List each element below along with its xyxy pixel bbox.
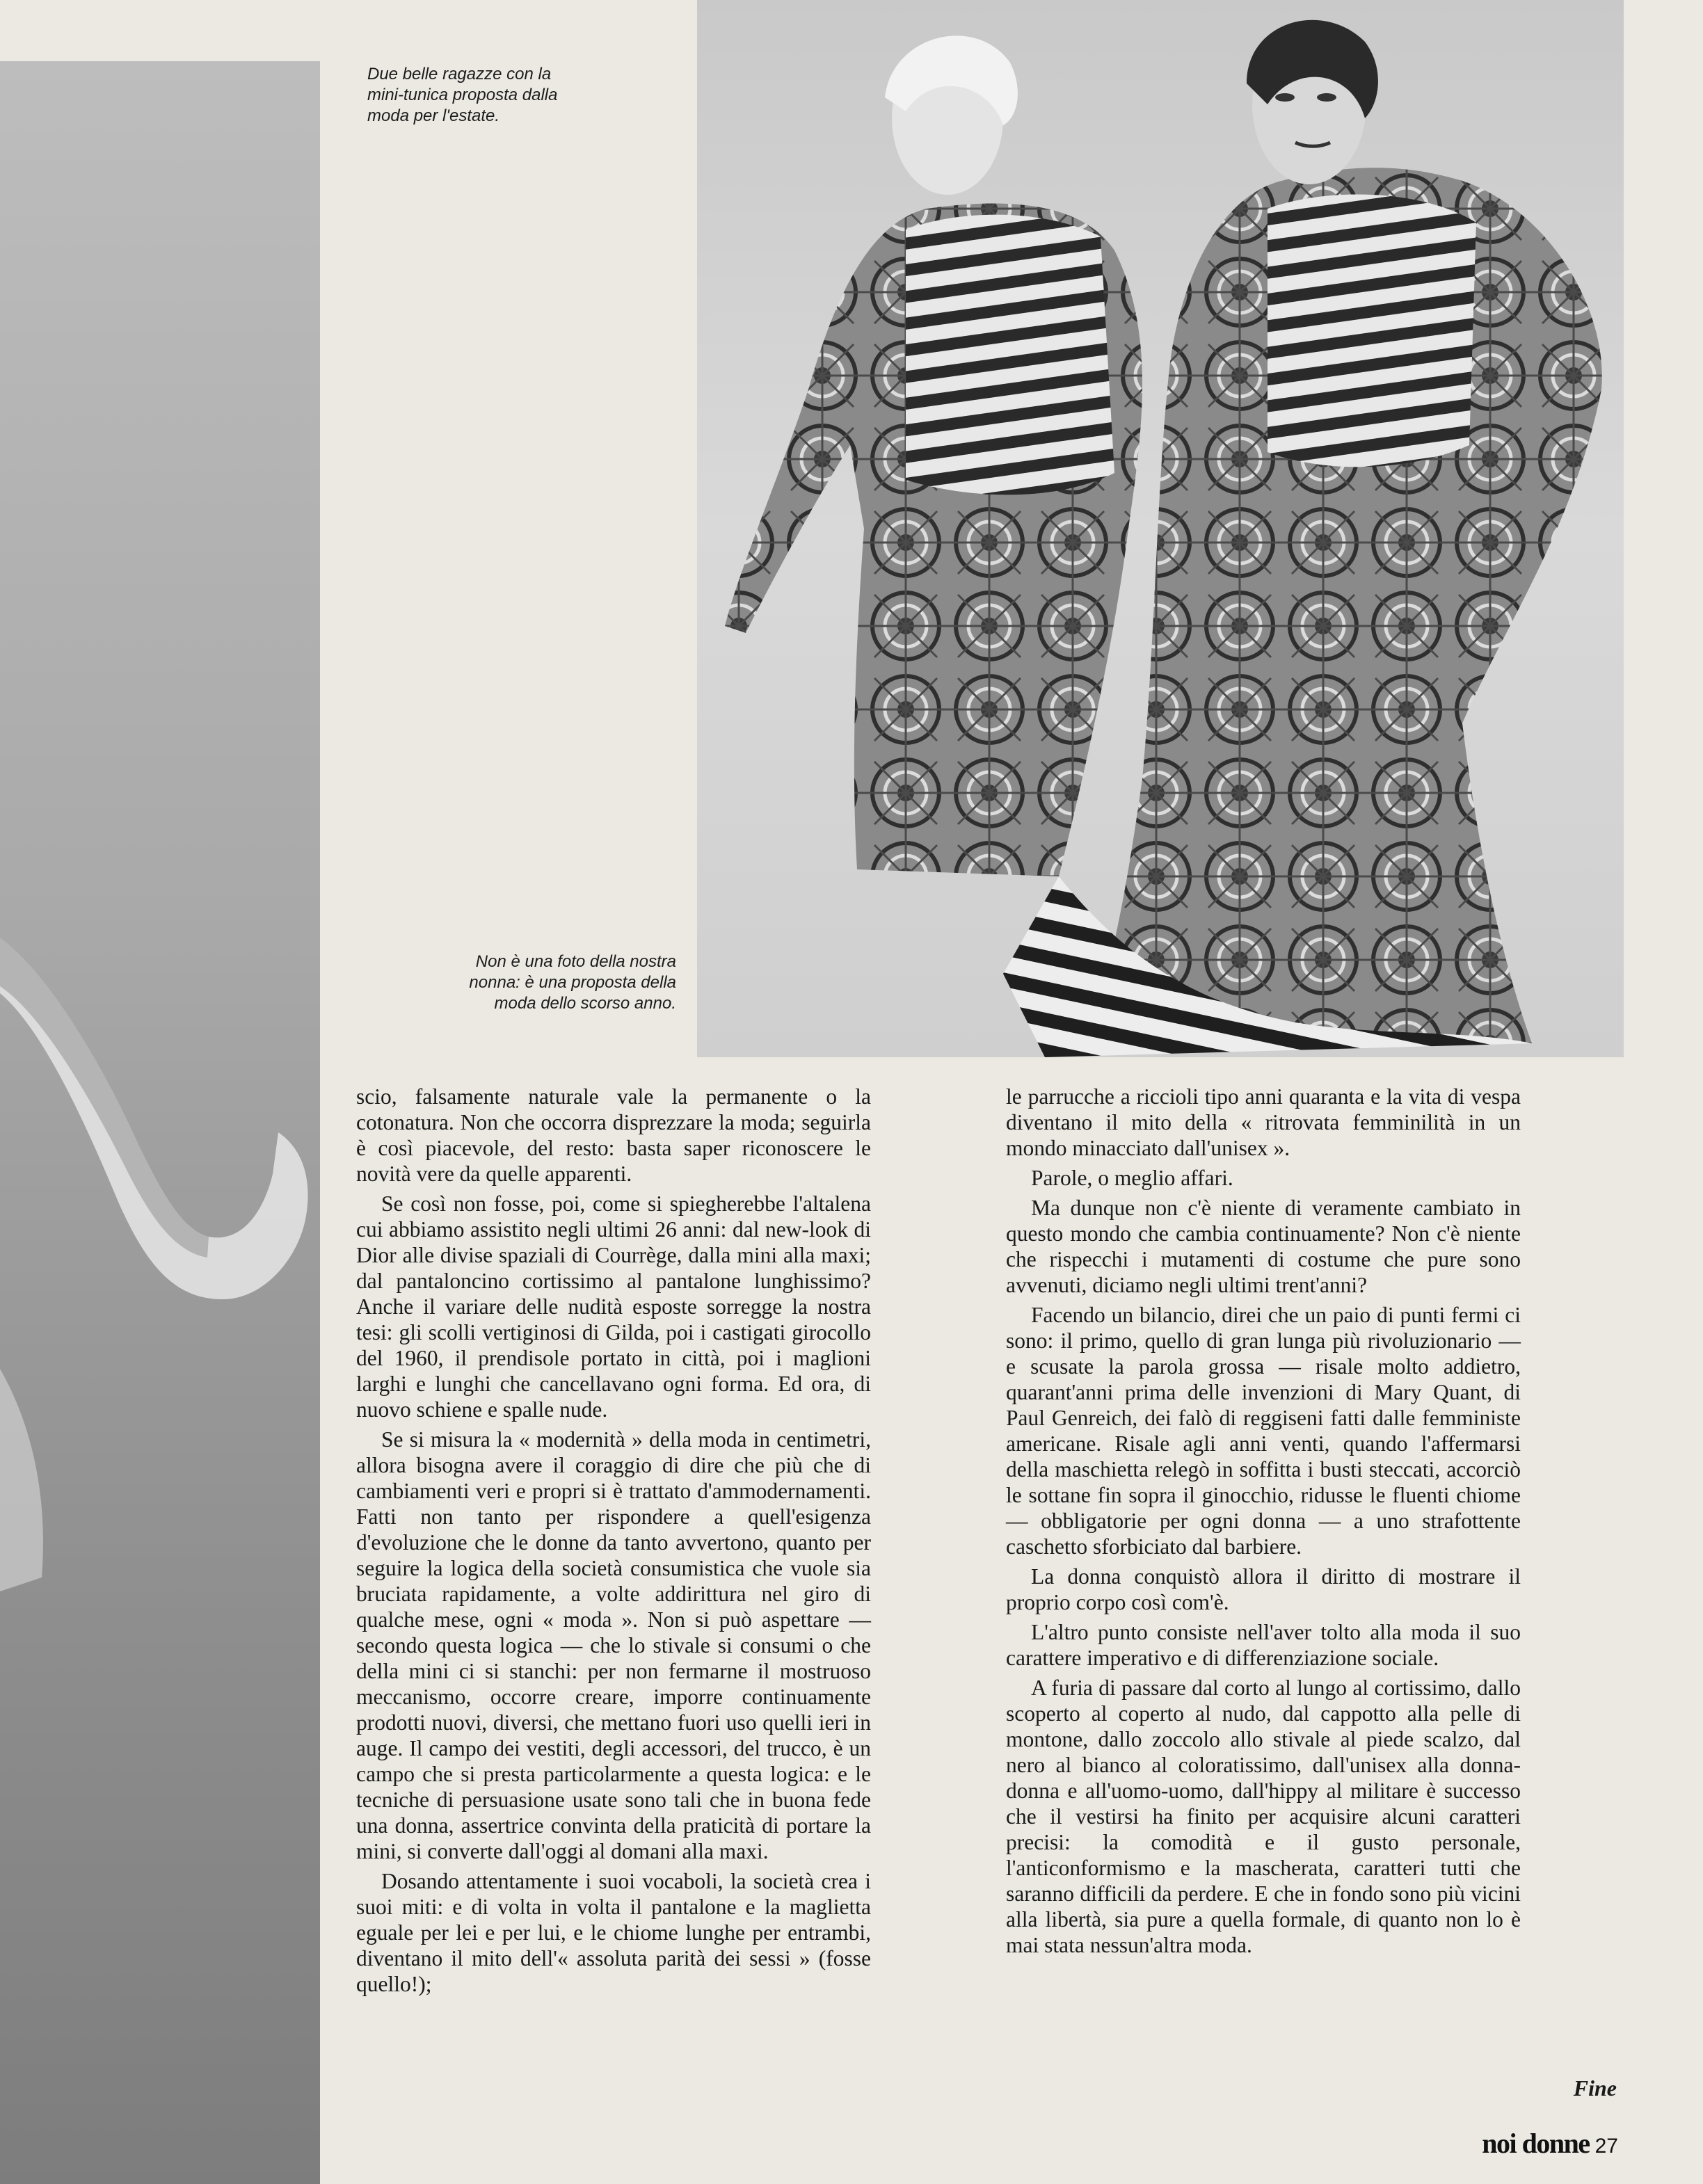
page-number: 27	[1594, 2135, 1618, 2158]
main-photo	[697, 0, 1624, 1057]
paragraph: Se così non fosse, poi, come si spiegherebbe l'altalena cui abbiamo assistito negli ultimi 26 anni: dal new-look di Dior alle divise spaziali di Courrège, dalla mini alla maxi; dal pantaloncino cortissimo al pantalone lunghissimo? Anche il variare delle nudità esposte sorregge la nostra tesi: gli scolli vertiginosi di Gilda, poi i castigati girocollo del 1960, il prendisole portato in città, poi i maglioni larghi e lunghi che cancellavano ogni forma. Ed ora, di nuovo schiene e spalle nude.	[356, 1191, 871, 1422]
paragraph: scio, falsamente naturale vale la permanente o la cotonatura. Non che occorra disprezzare la moda; seguirla è così piacevole, del resto: basta saper riconoscere le novità vere da quelle apparenti.	[356, 1084, 871, 1186]
legs-photo	[0, 61, 320, 2184]
article-column-right	[1006, 1084, 1521, 1962]
magazine-name: noi donne	[1482, 2128, 1590, 2159]
article-column-left	[356, 1084, 871, 2001]
paragraph: A furia di passare dal corto al lungo al cortissimo, dallo scoperto al coperto al nudo, dal cappotto alla pelle di montone, dallo zoccolo allo stivale al piede scalzo, dal nero al bianco al coloratissimo, dall'unisex alla donna-donna e all'uomo-uomo, dall'hippy al militare è successo che il vestirsi ha finito per acquisire alcuni caratteri precisi: la comodità e il gusto personale, l'anticonformismo e la mascherata, caratteri tutti che saranno difficili da perdere. E che in fondo sono più vicini alla libertà, sia pure a quella formale, di quanto non lo è mai stata nessun'altra moda.	[1006, 1676, 1521, 1957]
page-footer	[1465, 2127, 1618, 2160]
paragraph: L'altro punto consiste nell'aver tolto alla moda il suo carattere imperativo e di differenziazione sociale.	[1006, 1620, 1521, 1670]
two-women-illustration	[697, 0, 1624, 1057]
legs-illustration	[0, 61, 320, 2184]
paragraph: Se si misura la « modernità » della moda in centimetri, allora bisogna avere il coraggio di dire che più che di cambiamenti veri e propri si è trattato d'ammodernamenti. Fatti non tanto per rispondere a quell'esigenza d'evoluzione che le donne da tanto avvertono, quanto per seguire la logica della società consumistica che vuole sia bruciata rapidamente, a volte addirittura nel giro di qualche mese, ogni « moda ». Non si può aspettare — secondo questa logica — che lo stivale si consumi o che della mini ci si stanchi: per non fermarne il mostruoso meccanismo, occorre creare, imporre continuamente prodotti nuovi, diversi, che mettano fuori uso quelli ieri in auge. Il campo dei vestiti, degli accessori, del trucco, è un campo che si presta particolarmente a questa logica: e le tecniche di persuasione usate sono tali che in buona fede una donna, assertrice convinta della praticità di portare la mini, si converte dall'oggi al domani alla maxi.	[356, 1427, 871, 1863]
paragraph: Parole, o meglio affari.	[1031, 1166, 1233, 1190]
caption-bottom: Non è una foto della nostra nonna: è una proposta della moda dello scorso anno.	[469, 952, 676, 1013]
paragraph: La donna conquistò allora il diritto di mostrare il proprio corpo così com'è.	[1006, 1564, 1521, 1614]
paragraph: Facendo un bilancio, direi che un paio di punti fermi ci sono: il primo, quello di gran lunga più rivoluzionario — e scusate la parola grossa — risale molto addietro, quarant'anni prima delle invenzioni di Mary Quant, di Paul Genreich, dei falò di reggiseni fatti dalle femministe americane. Risale agli anni venti, quando l'affermarsi della maschietta relegò in soffitta i busti steccati, accorciò le sottane fin sopra il ginocchio, ridusse le fluenti chiome — obbligatorie per ogni donna — a uno strafottente caschetto sforbiciato dal barbiere.	[1006, 1303, 1521, 1559]
article-end-mark: Fine	[1573, 2075, 1617, 2101]
paragraph: le parrucche a riccioli tipo anni quaranta e la vita di vespa diventano il mito della « ritrovata femminilità in un mondo minacciato dall'unisex ».	[1006, 1084, 1521, 1160]
paragraph: Dosando attentamente i suoi vocaboli, la società crea i suoi miti: e di volta in volta il pantalone e la maglietta eguale per lei e per lui, e le chiome lunghe per entrambi, diventano il mito dell'« assoluta parità dei sessi » (fosse quello!);	[356, 1869, 871, 1996]
caption-top: Due belle ragazze con la mini-tunica proposta dalla moda per l'estate.	[367, 65, 558, 125]
paragraph: Ma dunque non c'è niente di veramente cambiato in questo mondo che cambia continuamente? Non c'è niente che rispecchi i mutamenti di costume che pure sono avvenuti, diciamo negli ultimi trent'anni?	[1006, 1196, 1521, 1297]
